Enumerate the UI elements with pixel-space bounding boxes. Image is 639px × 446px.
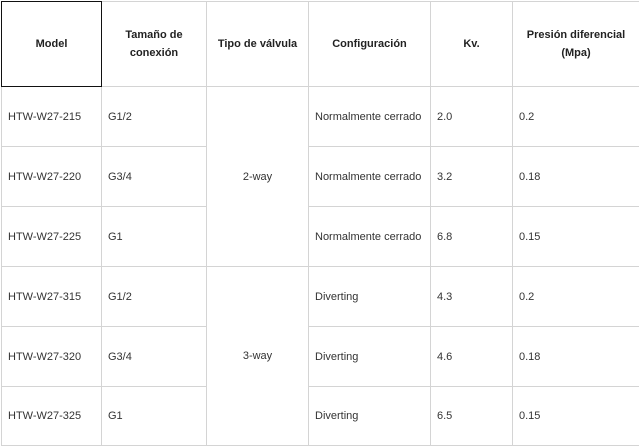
config-cell: Normalmente cerrado xyxy=(309,147,431,207)
table-row xyxy=(2,327,639,387)
size-cell: G1 xyxy=(102,207,207,267)
config-cell: Diverting xyxy=(309,327,431,387)
pressure-cell: 0.18 xyxy=(513,147,639,207)
size-cell: G1/2 xyxy=(102,87,207,147)
kv-cell: 6.5 xyxy=(431,387,513,446)
table-row xyxy=(2,387,639,446)
config-cell: Normalmente cerrado xyxy=(309,87,431,147)
header-valve-type: Tipo de válvula xyxy=(207,2,309,87)
pressure-cell: 0.18 xyxy=(513,327,639,387)
header-configuration: Configuración xyxy=(309,2,431,87)
model-cell: HTW-W27-315 xyxy=(2,267,102,327)
kv-cell: 4.6 xyxy=(431,327,513,387)
valve-type-cell: 2-way xyxy=(207,87,309,267)
size-cell: G1/2 xyxy=(102,267,207,327)
kv-cell: 3.2 xyxy=(431,147,513,207)
model-cell: HTW-W27-320 xyxy=(2,327,102,387)
model-cell: HTW-W27-220 xyxy=(2,147,102,207)
header-kv: Kv. xyxy=(431,2,513,87)
config-cell: Diverting xyxy=(309,267,431,327)
size-cell: G3/4 xyxy=(102,327,207,387)
valve-type-cell: 3-way xyxy=(207,267,309,446)
model-cell: HTW-W27-215 xyxy=(2,87,102,147)
kv-cell: 6.8 xyxy=(431,207,513,267)
table-row xyxy=(2,207,639,267)
table-row xyxy=(2,147,639,207)
pressure-cell: 0.15 xyxy=(513,207,639,267)
kv-cell: 2.0 xyxy=(431,87,513,147)
header-connection-size: Tamaño de conexión xyxy=(102,2,207,87)
pressure-cell: 0.2 xyxy=(513,267,639,327)
header-row xyxy=(2,2,639,87)
kv-cell: 4.3 xyxy=(431,267,513,327)
valve-spec-table xyxy=(1,1,639,446)
size-cell: G3/4 xyxy=(102,147,207,207)
config-cell: Normalmente cerrado xyxy=(309,207,431,267)
model-cell: HTW-W27-325 xyxy=(2,387,102,446)
pressure-cell: 0.15 xyxy=(513,387,639,446)
model-cell: HTW-W27-225 xyxy=(2,207,102,267)
header-model: Model xyxy=(2,2,102,87)
config-cell: Diverting xyxy=(309,387,431,446)
table-row xyxy=(2,267,639,327)
pressure-cell: 0.2 xyxy=(513,87,639,147)
table-row xyxy=(2,87,639,147)
header-differential-pressure: Presión diferencial (Mpa) xyxy=(513,2,639,87)
size-cell: G1 xyxy=(102,387,207,446)
